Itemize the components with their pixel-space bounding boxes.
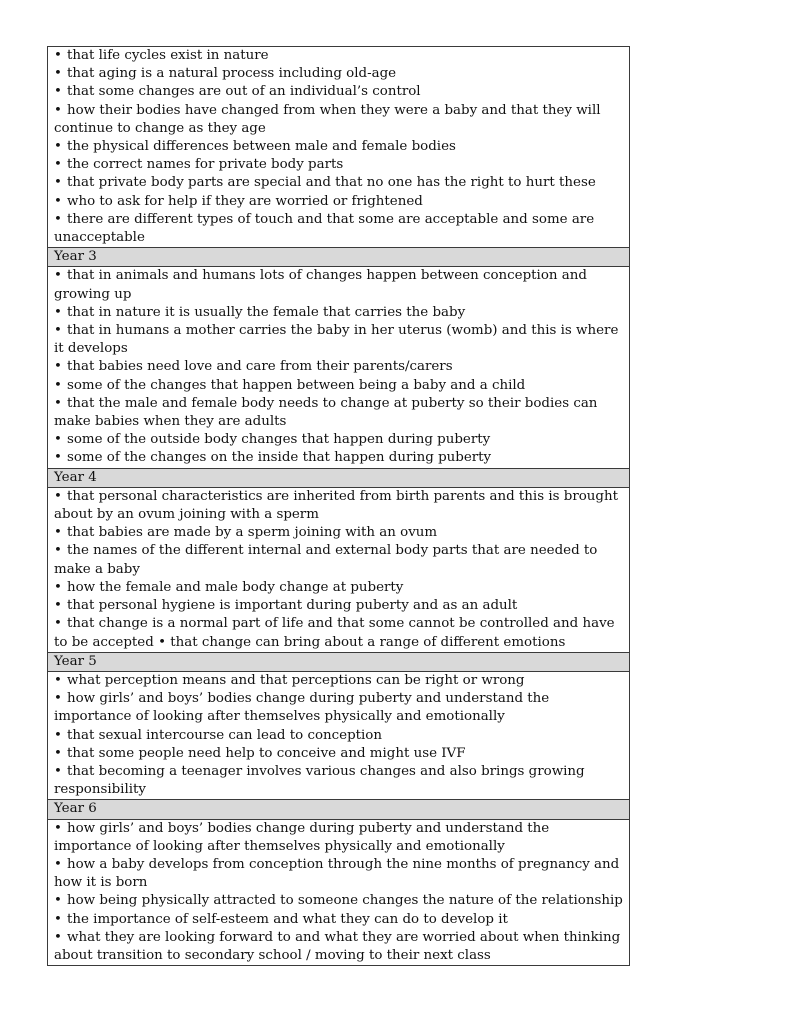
bullet-icon: • <box>54 377 62 393</box>
objective-text: the correct names for private body parts <box>67 157 344 173</box>
year-heading-row <box>48 800 630 819</box>
bullet-icon: • <box>54 691 62 707</box>
bullet-icon: • <box>54 139 62 155</box>
objective-text: some of the changes on the inside that happen during puberty <box>67 450 492 466</box>
objective-text: that babies need love and care from their parents/carers <box>67 359 453 375</box>
objective-text: that aging is a natural process including old-age <box>67 66 397 82</box>
objective-text: how girls’ and boys’ bodies change during puberty and understand the importance of looking after themselves physically and emotionally <box>54 691 550 725</box>
objective-text: that some people need help to conceive and might use IVF <box>67 745 466 761</box>
objective-item <box>54 542 623 578</box>
bullet-icon: • <box>54 763 62 779</box>
objectives-row <box>48 267 630 468</box>
bullet-icon: • <box>54 395 62 411</box>
objective-item <box>54 727 623 745</box>
objective-text: that becoming a teenager involves various changes and also brings growing responsibility <box>54 763 585 798</box>
table-body <box>48 47 630 966</box>
objective-item <box>54 579 623 597</box>
objective-item <box>54 138 623 156</box>
objective-text: how the female and male body change at puberty <box>67 579 404 595</box>
objective-text: some of the outside body changes that happen during puberty <box>67 432 491 448</box>
objective-item <box>54 193 623 211</box>
bullet-icon: • <box>54 268 62 284</box>
bullet-icon: • <box>54 616 62 632</box>
objectives-cell <box>48 47 630 248</box>
objective-item <box>54 267 623 303</box>
objective-item <box>54 745 623 763</box>
objective-text: the names of the different internal and external body parts that are needed to make a baby <box>54 543 598 577</box>
year-heading: Year 5 <box>48 652 630 671</box>
objective-item <box>54 358 623 376</box>
objective-text: that some changes are out of an individual’s control <box>67 84 421 100</box>
objective-text: that in animals and humans lots of changes happen between conception and growing up <box>54 268 587 302</box>
bullet-icon: • <box>54 323 62 339</box>
objectives-row <box>48 819 630 966</box>
objectives-row <box>48 47 630 248</box>
objective-text: that private body parts are special and that no one has the right to hurt these <box>67 175 596 191</box>
objective-item <box>54 672 623 690</box>
objective-text: how a baby develops from conception through the nine months of pregnancy and how it is born <box>54 856 620 891</box>
objective-item <box>54 431 623 449</box>
objective-text: that sexual intercourse can lead to conception <box>67 727 382 743</box>
objective-text: that in humans a mother carries the baby in her uterus (womb) and this is where it develops <box>54 323 619 357</box>
bullet-icon: • <box>54 893 62 909</box>
objective-text: how being physically attracted to someone changes the nature of the relationship <box>67 893 623 909</box>
bullet-icon: • <box>54 672 62 688</box>
bullet-icon: • <box>54 745 62 761</box>
bullet-icon: • <box>54 48 62 63</box>
objective-text: what perception means and that perceptions can be right or wrong <box>67 672 525 688</box>
objectives-cell <box>48 267 630 468</box>
objective-item <box>54 83 623 101</box>
objective-item <box>54 395 623 431</box>
objective-text: how their bodies have changed from when they were a baby and that they will continue to change as they age <box>54 102 601 136</box>
objective-item <box>54 763 623 799</box>
bullet-icon: • <box>54 911 62 927</box>
bullet-icon: • <box>54 727 62 743</box>
objective-item <box>54 211 623 247</box>
objective-item <box>54 856 623 892</box>
objective-item <box>54 690 623 726</box>
bullet-icon: • <box>54 193 62 209</box>
bullet-icon: • <box>54 543 62 559</box>
objective-item <box>54 156 623 174</box>
objective-item <box>54 174 623 192</box>
curriculum-table <box>47 46 630 966</box>
bullet-icon: • <box>54 66 62 82</box>
objectives-cell <box>48 487 630 652</box>
objective-item <box>54 377 623 395</box>
objective-item <box>54 892 623 910</box>
objective-text: who to ask for help if they are worried or frightened <box>67 193 423 209</box>
objective-text: what they are looking forward to and what they are worried about when thinking about transition to secondary school / moving to their next class <box>54 929 621 963</box>
objectives-row <box>48 671 630 799</box>
objective-text: the physical differences between male and female bodies <box>67 139 456 155</box>
objective-item <box>54 597 623 615</box>
objective-item <box>54 47 623 65</box>
objective-text: how girls’ and boys’ bodies change during puberty and understand the importance of looking after themselves physically and emotionally <box>54 820 550 854</box>
objective-item <box>54 488 623 524</box>
objective-text: that personal characteristics are inherited from birth parents and this is brought about by an ovum joining with a sperm <box>54 488 618 523</box>
objective-item <box>54 304 623 322</box>
bullet-icon: • <box>54 488 62 504</box>
objective-text: some of the changes that happen between being a baby and a child <box>67 377 526 393</box>
objective-text: that personal hygiene is important during puberty and as an adult <box>67 598 518 614</box>
objective-item <box>54 911 623 929</box>
year-heading: Year 6 <box>48 800 630 819</box>
objectives-cell <box>48 671 630 799</box>
bullet-icon: • <box>54 820 62 836</box>
objective-item <box>54 929 623 965</box>
bullet-icon: • <box>54 450 62 466</box>
objectives-cell <box>48 819 630 966</box>
bullet-icon: • <box>54 157 62 173</box>
objective-item <box>54 102 623 138</box>
bullet-icon: • <box>54 304 62 320</box>
objective-text: that change is a normal part of life and that some cannot be controlled and have to be accepted • that change can bring about a range of different emotions <box>54 616 615 650</box>
bullet-icon: • <box>54 598 62 614</box>
bullet-icon: • <box>54 579 62 595</box>
objective-text: there are different types of touch and that some are acceptable and some are unacceptable <box>54 211 595 246</box>
bullet-icon: • <box>54 856 62 872</box>
bullet-icon: • <box>54 102 62 118</box>
year-heading-row <box>48 468 630 487</box>
year-heading-row <box>48 248 630 267</box>
objective-item <box>54 820 623 856</box>
objective-text: that babies are made by a sperm joining with an ovum <box>67 525 438 541</box>
objective-text: that the male and female body needs to change at puberty so their bodies can make babies when they are adults <box>54 395 598 430</box>
objective-text: the importance of self-esteem and what they can do to develop it <box>67 911 508 927</box>
year-heading: Year 3 <box>48 248 630 267</box>
objective-text: that in nature it is usually the female that carries the baby <box>67 304 466 320</box>
bullet-icon: • <box>54 525 62 541</box>
year-heading: Year 4 <box>48 468 630 487</box>
objective-item <box>54 524 623 542</box>
objective-item <box>54 65 623 83</box>
objective-item <box>54 615 623 651</box>
bullet-icon: • <box>54 175 62 191</box>
bullet-icon: • <box>54 211 62 227</box>
bullet-icon: • <box>54 359 62 375</box>
year-heading-row <box>48 652 630 671</box>
objective-text: that life cycles exist in nature <box>67 48 269 63</box>
bullet-icon: • <box>54 929 62 945</box>
objective-item <box>54 322 623 358</box>
objectives-row <box>48 487 630 652</box>
bullet-icon: • <box>54 84 62 100</box>
objective-item <box>54 449 623 467</box>
bullet-icon: • <box>54 432 62 448</box>
